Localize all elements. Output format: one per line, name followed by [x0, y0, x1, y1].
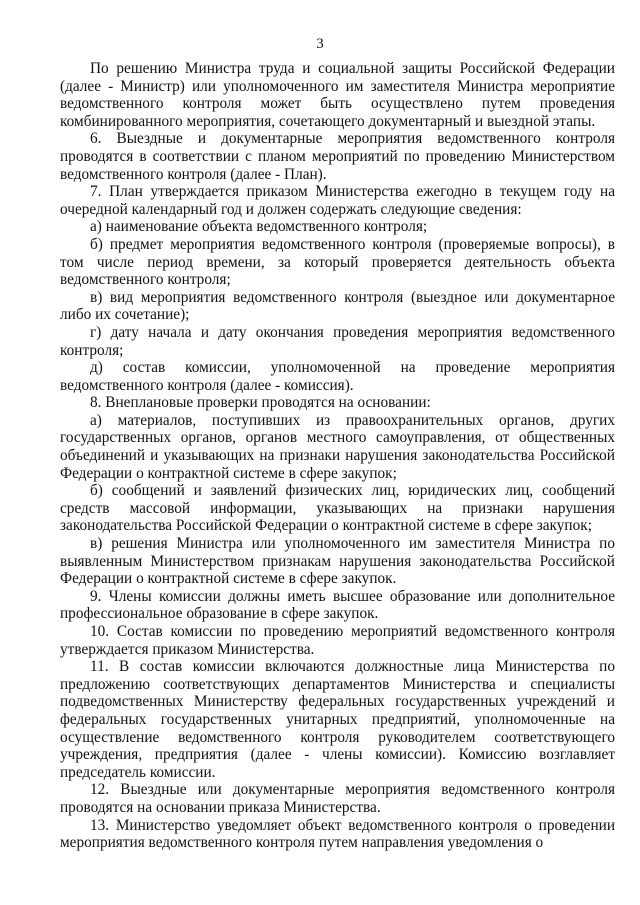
paragraph-9: 9. Члены комиссии должны иметь высшее образование или дополнительное профессиональное образование в сфере закупок. [60, 587, 615, 623]
paragraph-7d: д) состав комиссии, уполномоченной на проведение мероприятия ведомственного контроля (далее - комиссия). [60, 359, 615, 394]
paragraph-7v: в) вид мероприятия ведомственного контроля (выездное или документарное либо их сочетание); [60, 288, 615, 324]
paragraph-6: 6. Выездные и документарные мероприятия ведомственного контроля проводятся в соответствии с планом мероприятий по проведению Министерством ведомственного контроля (далее - План). [60, 130, 615, 183]
document-body [60, 60, 615, 852]
paragraph-11: 11. В состав комиссии включаются должностные лица Министерства по предложению соответствующих департаментов Министерства и специалисты подведомственных Министерству федеральных государственных учреждений и федеральных государственных унитарных предприятий, уполномоченные на осуществление ведомственного контроля руководителем соответствующего учреждения, предприятия (далее - члены комиссии). Комиссию возглавляет председатель комиссии. [60, 658, 615, 781]
paragraph-8a: а) материалов, поступивших из правоохранительных органов, других государственных органов, органов местного самоуправления, от общественных объединений и указывающих на признаки нарушения законодательства Российской Федерации о контрактной системе в сфере закупок; [60, 411, 615, 482]
paragraph-12: 12. Выездные или документарные мероприятия ведомственного контроля проводятся на основании приказа Министерства. [60, 781, 615, 816]
paragraph-7a: а) наименование объекта ведомственного контроля; [90, 218, 428, 236]
paragraph-7b: б) предмет мероприятия ведомственного контроля (проверяемые вопросы), в том числе период времени, за который проверяется деятельность объекта ведомственного контроля; [60, 235, 615, 289]
paragraph-7g: г) дату начала и дату окончания проведения мероприятия ведомственного контроля; [60, 323, 615, 359]
paragraph-7: 7. План утверждается приказом Министерства ежегодно в текущем году на очередной календарный год и должен содержать следующие сведения: [60, 183, 615, 218]
paragraph-13: 13. Министерство уведомляет объект ведомственного контроля о проведении мероприятия ведомственного контроля путем направления уведомления о [60, 816, 615, 852]
page-number: 3 [316, 36, 324, 52]
paragraph-8v: в) решения Министра или уполномоченного им заместителя Министра по выявленным Министерством признакам нарушения законодательства Российской Федерации о контрактной системе в сфере закупок. [60, 535, 615, 588]
paragraph-10: 10. Состав комиссии по проведению мероприятий ведомственного контроля утверждается приказом Министерства. [60, 623, 615, 658]
paragraph-8: 8. Внеплановые проверки проводятся на основании: [90, 394, 431, 412]
paragraph-intro: По решению Министра труда и социальной защиты Российской Федерации (далее - Министр) или уполномоченного им заместителя Министра мероприятие ведомственного контроля может быть осуществлено путем проведения комбинированного мероприятия, сочетающего документарный и выездной этапы. [60, 60, 615, 130]
paragraph-8b: б) сообщений и заявлений физических лиц, юридических лиц, сообщений средств массовой информации, указывающих на признаки нарушения законодательства Российской Федерации о контрактной системе в сфере закупок; [60, 482, 615, 535]
